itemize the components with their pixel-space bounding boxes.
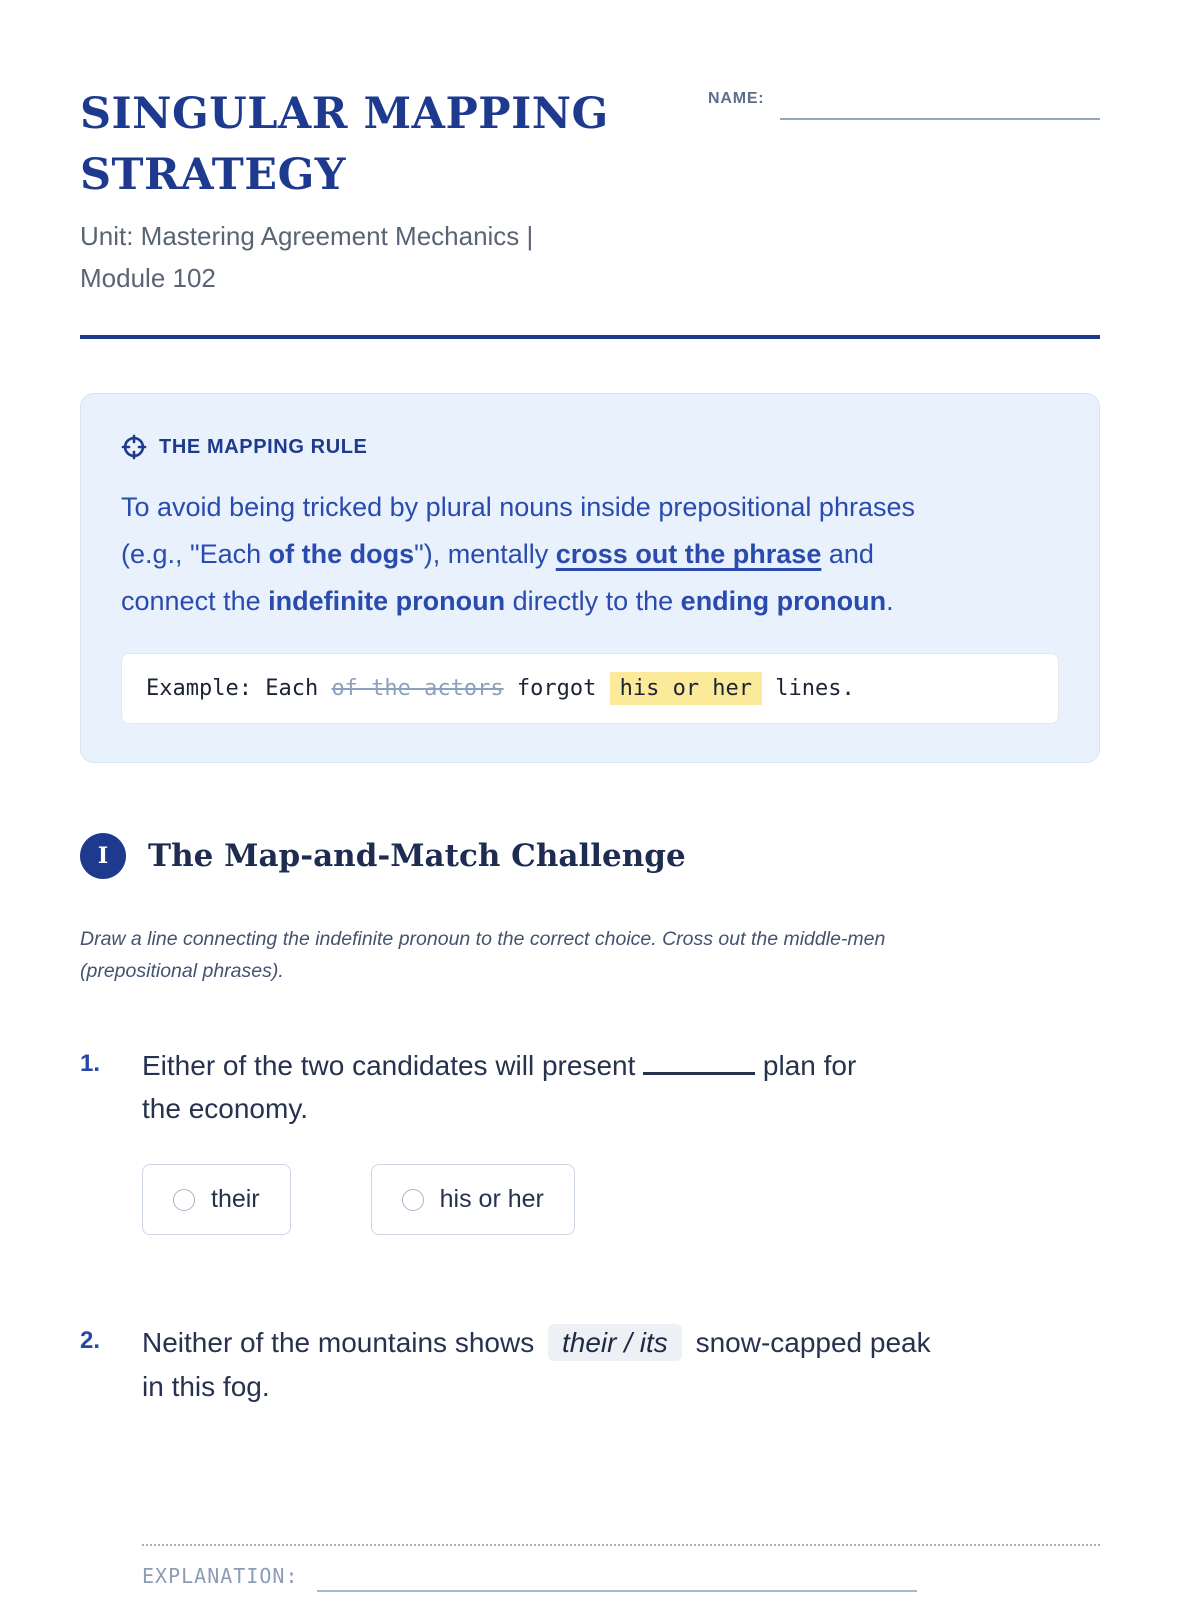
- rule-heading: THE MAPPING RULE: [159, 435, 368, 458]
- option-their[interactable]: [142, 1164, 291, 1235]
- section-number-badge: I: [80, 833, 126, 879]
- explanation-divider: [142, 1544, 1100, 1546]
- question-1-text: Either of the two candidates will present plan for the economy.: [142, 1049, 857, 1124]
- question-2-number: 2.: [80, 1327, 101, 1355]
- section-heading: The Map-and-Match Challenge: [148, 838, 686, 875]
- title-divider: [80, 335, 1100, 339]
- option-his-or-her-label: his or her: [439, 1185, 544, 1214]
- question-1-number: 1.: [80, 1049, 101, 1077]
- question-2-text: Neither of the mountains shows their / its snow-capped peak in this fog.: [142, 1321, 931, 1408]
- radio-button-icon[interactable]: [402, 1189, 424, 1211]
- question-2: [80, 1321, 1100, 1408]
- rule-example-box: Example: Each of the actors forgot his or her lines.: [121, 653, 1059, 724]
- header: [80, 84, 1100, 299]
- option-his-or-her[interactable]: [371, 1164, 575, 1235]
- radio-button-icon[interactable]: [173, 1189, 195, 1211]
- rule-card-header: [121, 434, 1059, 460]
- choice-chip[interactable]: their / its: [548, 1324, 682, 1361]
- option-their-label: their: [211, 1185, 260, 1214]
- question-1-options: [142, 1164, 1100, 1235]
- name-block: [708, 90, 1100, 108]
- rule-card: [80, 393, 1100, 763]
- question-1: [80, 1044, 1100, 1131]
- section-header: [80, 833, 1100, 879]
- page-title: SINGULAR MAPPING STRATEGY: [80, 89, 609, 201]
- crosshair-target-icon: [121, 434, 147, 460]
- explanation-row: [142, 1564, 1100, 1588]
- section-instructions: Draw a line connecting the indefinite pronoun to the correct choice. Cross out the middle-men (prepositional phrases).: [80, 928, 886, 983]
- explanation-input-line[interactable]: [317, 1574, 917, 1592]
- answer-blank[interactable]: [643, 1072, 755, 1075]
- rule-body-text: To avoid being tricked by plural nouns inside prepositional phrases (e.g., "Each of the dogs"), mentally cross out the phrase and connect the indefinite pronoun directly to the ending pronoun.: [121, 492, 915, 617]
- page-subtitle: Unit: Mastering Agreement Mechanics | Module 102: [80, 221, 534, 293]
- explanation-section: [142, 1544, 1100, 1588]
- title-block: [80, 84, 609, 299]
- name-label: NAME:: [708, 90, 765, 107]
- explanation-label: EXPLANATION:: [142, 1564, 299, 1589]
- name-input-line[interactable]: [780, 100, 1100, 120]
